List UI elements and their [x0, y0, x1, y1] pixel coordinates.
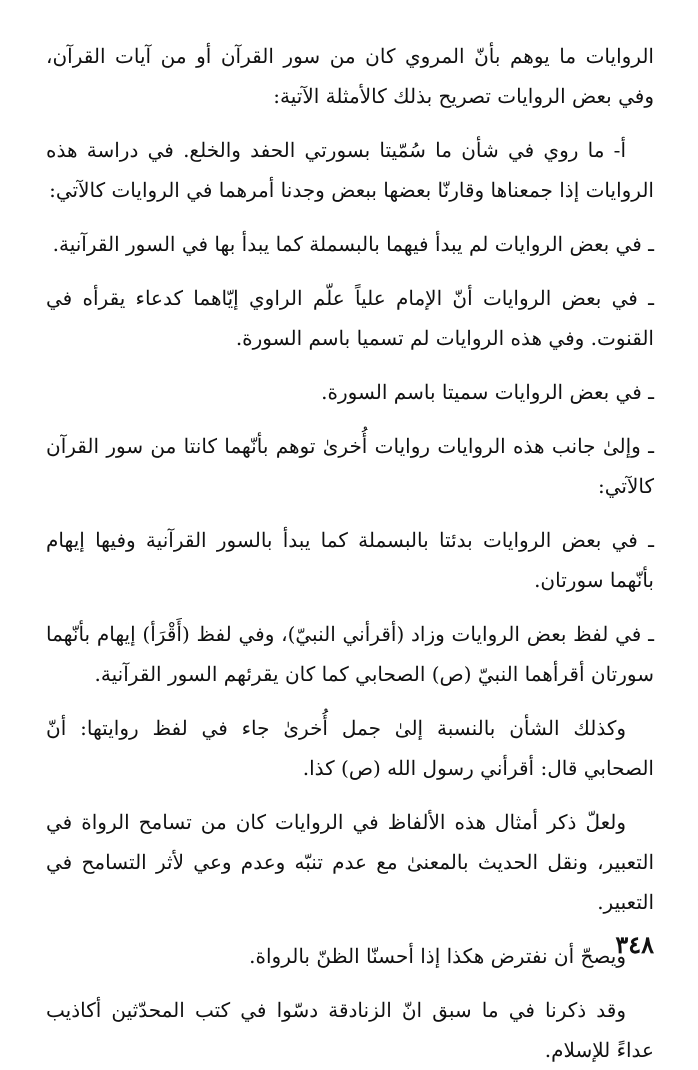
page-number: ٣٤٨ [615, 930, 654, 959]
paragraph-10: ولعلّ ذكر أمثال هذه الألفاظ في الروايات كان من تسامح الرواة في التعبير، ونقل الحديث بالمعنىٰ مع عدم تنبّه وعدم وعي لأثر التسامح في التعبير. [46, 810, 654, 914]
paragraph-5: ـ في بعض الروايات سميتا باسم السورة. [321, 380, 654, 404]
paragraph-9: وكذلك الشأن بالنسبة إلىٰ جمل أُخرىٰ جاء في لفظ روايتها: أنّ الصحابي قال: أقرأني رسول الله (ص) كذا. [46, 716, 654, 780]
paragraph-4: ـ في بعض الروايات أنّ الإمام علياً علّم الراوي إيّاهما كدعاء يقرأه في القنوت. وفي هذه الروايات لم تسميا باسم السورة. [46, 286, 654, 350]
paragraph-2: أ- ما روي في شأن ما سُمّيتا بسورتي الحفد والخلع. في دراسة هذه الروايات إذا جمعناها وقارنّا بعضها ببعض وجدنا أمرهما في الروايات كالآتي: [46, 138, 654, 202]
paragraph-1: الروايات ما يوهم بأنّ المروي كان من سور القرآن أو من آيات القرآن، وفي بعض الروايات تصريح بذلك كالأمثلة الآتية: [46, 44, 654, 108]
paragraph-3: ـ في بعض الروايات لم يبدأ فيهما بالبسملة كما يبدأ بها في السور القرآنية. [52, 232, 654, 256]
paragraph-12: وقد ذكرنا في ما سبق انّ الزنادقة دسّوا في كتب المحدّثين أكاذيب عداءً للإسلام. [46, 998, 654, 1062]
paragraph-7: ـ في بعض الروايات بدئتا بالبسملة كما يبدأ بالسور القرآنية وفيها إيهام بأنّهما سورتان. [46, 528, 654, 592]
paragraph-8: ـ في لفظ بعض الروايات وزاد (أقرأني النبيّ)، وفي لفظ (أَقْرَأ) إيهام بأنّهما سورتان أقرأهما النبيّ (ص) الصحابي كما كان يقرئهم السور القرآنية. [46, 622, 654, 686]
paragraph-11: ويصحّ أن نفترض هكذا إذا أحسنّا الظنّ بالرواة. [249, 944, 626, 968]
paragraph-6: ـ وإلىٰ جانب هذه الروايات روايات أُخرىٰ توهم بأنّهما كانتا من سور القرآن كالآتي: [46, 434, 654, 498]
